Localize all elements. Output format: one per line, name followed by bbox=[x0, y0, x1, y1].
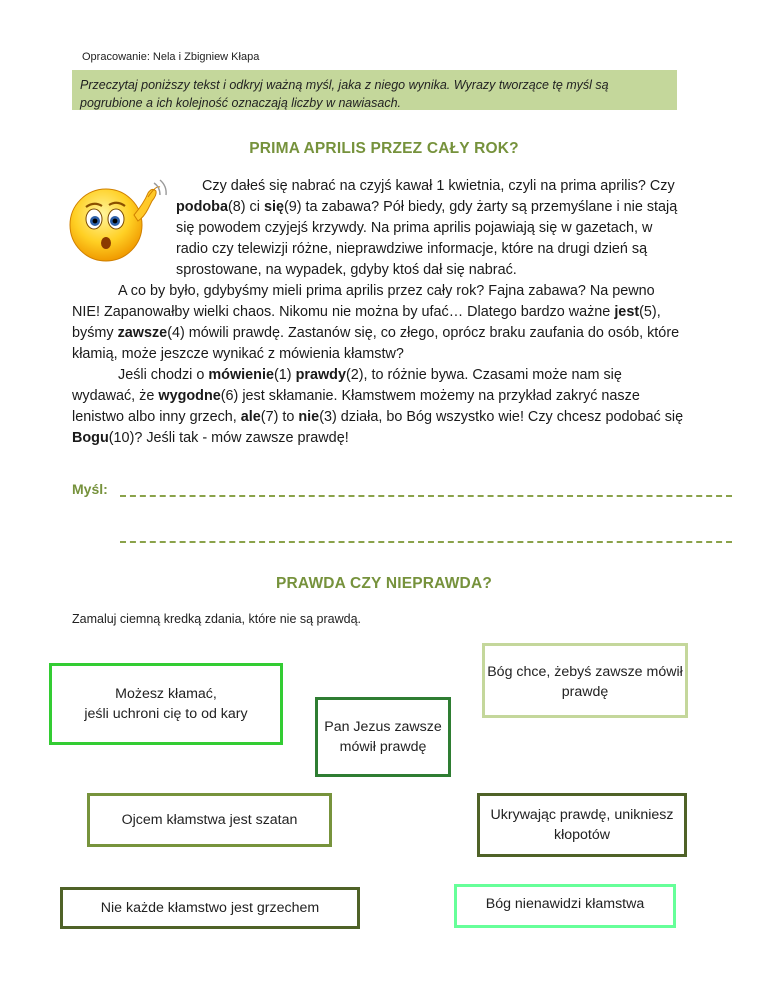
instruction-box: Przeczytaj poniższy tekst i odkryj ważną myśl, jaka z niego wynika. Wyrazy tworzące tę myśl są pogrubione a ich kolejność oznaczają liczby w nawiasach. bbox=[72, 70, 677, 110]
story-text bbox=[72, 176, 684, 449]
section-title-prawda: PRAWDA CZY NIEPRAWDA? bbox=[275, 575, 493, 592]
statement-card-2[interactable]: Bóg chce, żebyś zawsze mówił prawdę bbox=[482, 643, 688, 718]
statement-card-6[interactable]: Nie każde kłamstwo jest grzechem bbox=[60, 887, 360, 929]
thought-answer-line-1[interactable] bbox=[120, 495, 732, 497]
hidden-word-mowienie: mówienie bbox=[208, 367, 274, 383]
statement-card-1[interactable]: Możesz kłamać, jeśli uchroni cię to od kary bbox=[49, 663, 283, 745]
hidden-word-bogu: Bogu bbox=[72, 430, 109, 446]
task-instruction: Zamaluj ciemną kredką zdania, które nie są prawdą. bbox=[72, 612, 362, 626]
thought-label: Myśl: bbox=[72, 481, 108, 497]
statement-card-3[interactable]: Pan Jezus zawsze mówił prawdę bbox=[315, 697, 451, 777]
hidden-word-podoba: podoba bbox=[176, 199, 228, 215]
hidden-word-jest: jest bbox=[614, 304, 640, 320]
section-title-prima-aprilis: PRIMA APRILIS PRZEZ CAŁY ROK? bbox=[249, 140, 519, 157]
hidden-word-sie: się bbox=[263, 199, 284, 215]
hidden-word-nie: nie bbox=[298, 409, 320, 425]
statement-card-4[interactable]: Ojcem kłamstwa jest szatan bbox=[87, 793, 332, 847]
hidden-word-prawdy: prawdy bbox=[295, 367, 346, 383]
story-paragraph-2: A co by było, gdybyśmy mieli prima aprilis przez cały rok? Fajna zabawa? Na pewno NIE! Zapanowałby wielki chaos. Nikomu nie można by ufać… Dlatego bardzo ważne jest(5), byśmy zawsze(4) mówili prawdę. Zastanów się, co złego, oprócz braku zaufania do osób, które kłamią, może jeszcze wynikać z mówienia kłamstw? bbox=[72, 283, 680, 362]
author-credit: Opracowanie: Nela i Zbigniew Kłapa bbox=[82, 51, 260, 63]
story-paragraph-3: Jeśli chodzi o mówienie(1) prawdy(2), to różnie bywa. Czasami może nam się wydawać, że wygodne(6) jest skłamanie. Kłamstwem możemy na przykład zakryć nasze lenistwo albo inny grzech, ale(7) to nie(3) działa, bo Bóg wszystko wie! Czy chcesz podobać się Bogu(10)? Jeśli tak - mów zawsze prawdę! bbox=[72, 367, 684, 446]
statement-card-5[interactable]: Ukrywając prawdę, unikniesz kłopotów bbox=[477, 793, 687, 857]
thought-answer-line-2[interactable] bbox=[120, 541, 732, 543]
statement-card-7[interactable]: Bóg nienawidzi kłamstwa bbox=[454, 884, 676, 928]
hidden-word-wygodne: wygodne bbox=[158, 388, 221, 404]
hidden-word-ale: ale bbox=[240, 409, 261, 425]
hidden-word-zawsze: zawsze bbox=[117, 325, 168, 341]
story-paragraph-1: Czy dałeś się nabrać na czyjś kawał 1 kwietnia, czyli na prima aprilis? Czy podoba(8) ci się(9) ta zabawa? Pół biedy, gdy żarty są przemyślane i nie stają się powodem czyjejś krzywdy. Na prima aprilis pojawiają się w gazetach, w radio czy telewizji różne, nieprawdziwe informacje, które na drugi dzień są sprostowane, na wypadek, gdyby ktoś dał się nabrać. bbox=[176, 178, 678, 278]
